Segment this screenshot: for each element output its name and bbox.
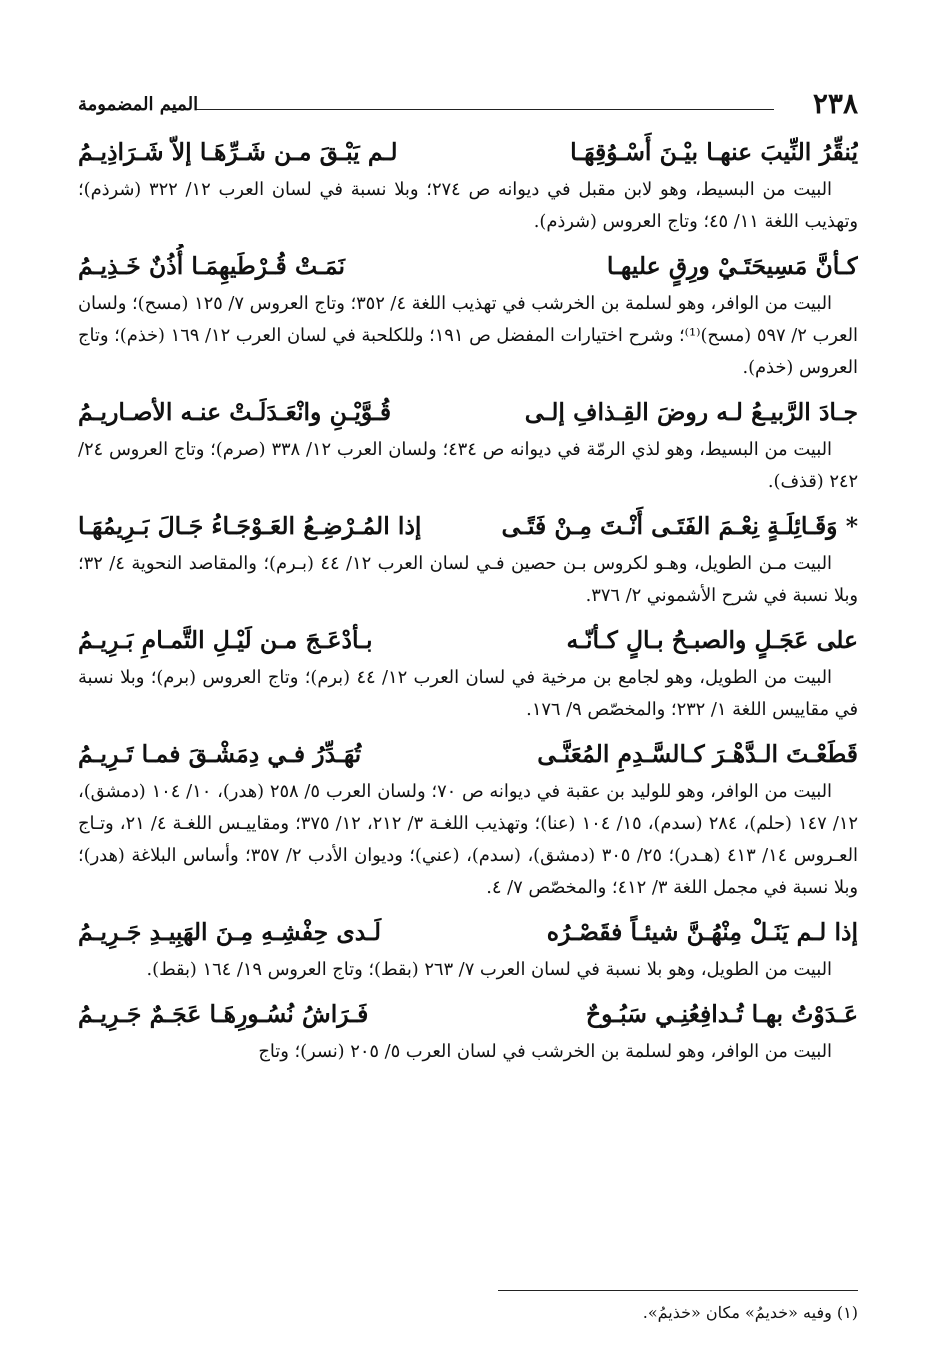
footnote-rule: [498, 1290, 858, 1291]
verse-first-hemistich: كـأنَّ مَسِيحَتَـيْ ورِقٍ عليهـا: [606, 252, 858, 280]
verse-line: [78, 618, 858, 662]
footnote: (١) وفيه «خديمُ» مكان «خذيمُ».: [642, 1303, 858, 1322]
page-number: ٢٣٨: [812, 87, 858, 120]
commentary-line: العروس (برم)؛ وبلا نسبة في مقاييس اللغة ١/ ٢٣٢؛ والمخصّص ٩/ ١٧٦.: [78, 667, 858, 720]
commentary-line: ٢٥/ ٣٠٥ (دمشق)، (سدم)، (عني)؛ وديوان الأدب ٢/ ٣٥٧؛ وأساس البلاغة (هدر)؛: [78, 845, 662, 866]
commentary-line: البيت من الطويل، وهو لجامع بن مرخية في لسان العرب ١٢/ ٤٤ (برم)؛ وتاج: [267, 667, 832, 688]
commentary-line: والمقاصد النحوية ٤/ ٣٢؛ وبلا نسبة في شرح الأشموني ٢/ ٣٧٦.: [78, 553, 858, 606]
verse-commentary: [78, 548, 858, 612]
verse-line: [78, 504, 858, 548]
verse-entry: [78, 910, 858, 986]
verse-second-hemistich: تُهَـدِّرُ فـي دِمَشْـقَ فمـا تَـرِيـمُ: [78, 740, 362, 768]
verse-first-hemistich: يُنقِّرُ النِّيبَ عنهـا بيْـنَ أَسْـوُقِهَـا: [570, 138, 858, 166]
commentary-line: ٧/ ١٢٥ (مسح)؛ ولسان العرب ٢/ ٥٩٧ (مسح)⁽¹⁾؛ وشرح اختيارات المفضل ص ١٩١؛: [78, 293, 858, 346]
verse-second-hemistich: فَـرَاشُ نُسُـورِهَـا عَجَـمٌ جَـرِيـمُ: [78, 1000, 369, 1028]
verse-first-hemistich: إذا لـم يَنَـلْ مِنْهُـنَّ شيئـاً فقَصْـرُه: [546, 918, 858, 946]
verse-commentary: [78, 1036, 858, 1068]
verse-commentary: [78, 288, 858, 384]
page-header: [78, 86, 858, 122]
commentary-line: (صرم)؛ وتاج العروس ٢٤/ ٢٤٢ (قذف).: [78, 439, 858, 492]
verse-commentary: [78, 434, 858, 498]
commentary-line: البيت من الطويل، وهو بلا نسبة في لسان العرب ٧/ ٢٦٣ (بقط)؛ وتاج العروس: [267, 959, 832, 980]
verse-entry: [78, 618, 858, 726]
commentary-line: ١٢/ ٣٢٢ (شرذم)؛ وتهذيب اللغة ١١/ ٤٥؛ وتاج العروس (شرذم).: [78, 179, 858, 232]
verse-commentary: [78, 954, 858, 986]
verse-entry: [78, 390, 858, 498]
verse-first-hemistich: عَـدَوْتُ بهـا تُـدافِعُنِـي سَبُـوحٌ: [585, 1000, 858, 1028]
commentary-line: وللكلحبة في لسان العرب ١٢/ ١٦٩ (خذم)؛ وتاج العروس (خذم).: [78, 325, 858, 378]
verse-second-hemistich: بـأدْعَـجَ مـن لَيْـلِ التَّمـامِ بَـرِيـمُ: [78, 626, 373, 654]
verse-entry: [78, 992, 858, 1068]
verse-first-hemistich: قَطَعْـتَ الـدَّهْـرَ كـالسَّـدِمِ المُعَنَّـى: [537, 740, 858, 768]
verse-second-hemistich: لـم يَبْـقَ مـن شَـرِّهَـا إلاّ شَـرَاذِيـمُ: [78, 138, 398, 166]
running-title: الميم المضمومة: [78, 94, 199, 115]
header-rule: [196, 109, 774, 110]
commentary-line: البيت من البسيط، وهو لابن مقبل في ديوانه ص ٢٧٤؛ وبلا نسبة في لسان العرب: [218, 179, 832, 200]
commentary-line: ١٩/ ١٦٤ (بقط).: [146, 959, 262, 980]
verse-commentary: [78, 776, 858, 904]
commentary-line: وبلا نسبة في مجمل اللغة ٣/ ٤١٢؛ والمخصّص ٧/ ٤.: [486, 877, 858, 898]
verse-entry: [78, 732, 858, 904]
verse-line: [78, 130, 858, 174]
commentary-line: البيت من الوافر، وهو لسلمة بن الخرشب في لسان العرب ٥/ ٢٠٥ (نسر)؛ وتاج: [258, 1041, 832, 1062]
verse-line: [78, 390, 858, 434]
verse-line: [78, 910, 858, 954]
verse-second-hemistich: قُـوَّيْـنِ وانْعَـدَلَـتْ عنـه الأصـاريـمُ: [78, 398, 392, 426]
commentary-line: (هدر)، ١٠/ ١٠٤ (دمشق)، ١٢/ ١٤٧ (حلم)، ٢٨٤ (سدم)، ١٥/ ١٠٤ (عنا)؛ وتهذيب: [78, 781, 858, 834]
verse-second-hemistich: إذا المُـرْضِـعُ العَـوْجَـاءُ جَـالَ بَـرِيمُهَـا: [78, 512, 422, 540]
verse-commentary: [78, 662, 858, 726]
verse-line: [78, 992, 858, 1036]
commentary-line: البيت من الوافر، وهو للوليد بن عقبة في ديوانه ص ٧٠؛ ولسان العرب ٥/ ٢٥٨: [269, 781, 832, 802]
verse-entry: [78, 244, 858, 384]
page-content: [78, 130, 858, 1074]
commentary-line: اللغـة ٣/ ٢١٢، ١٢/ ٣٧٥؛ ومقاييـس اللغـة ٤/ ٢١، وتـاج العـروس ١٤/ ٤١٣ (هـدر)؛: [78, 813, 858, 866]
verse-first-hemistich: جـادَ الرَّبيـعُ لـه روضَ القِـذافِ إلـى: [524, 398, 858, 426]
verse-line: [78, 244, 858, 288]
verse-entry: [78, 130, 858, 238]
verse-first-hemistich: على عَجَـلٍ والصبـحُ بـالٍ كـأنّـه: [566, 626, 858, 654]
verse-line: [78, 732, 858, 776]
commentary-line: البيت من البسيط، وهو لذي الرمّة في ديوانه ص ٤٣٤؛ ولسان العرب ١٢/ ٣٣٨: [271, 439, 832, 460]
commentary-line: البيت مـن الطويل، وهـو لكروس بـن حصين فـي لسان العرب ١٢/ ٤٤ (بـرم)؛: [263, 553, 832, 574]
verse-commentary: [78, 174, 858, 238]
verse-entry: [78, 504, 858, 612]
verse-second-hemistich: نَمَـتْ قُـرْطَيهِمَـا أُذُنٌ خَـذِيـمُ: [78, 252, 346, 280]
verse-second-hemistich: لَـدى حِفْشِـهِ مِـنَ الهَبِيـدِ جَـرِيـمُ: [78, 918, 382, 946]
commentary-line: البيت من الوافر، وهو لسلمة بن الخرشب في تهذيب اللغة ٤/ ٣٥٢؛ وتاج العروس: [249, 293, 832, 314]
verse-first-hemistich: * وَقَـائِلَـةٍ نِعْـمَ الفَتَـى أَنْـتَ مِـنْ فَتًـى: [501, 512, 858, 540]
